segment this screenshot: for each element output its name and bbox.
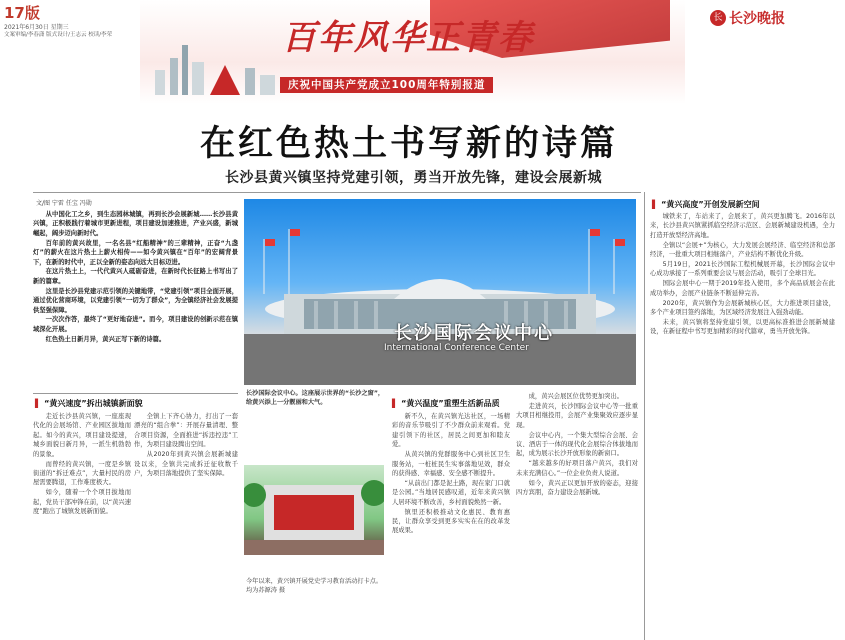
intro-paragraph: 在这片热土上，一代代黄兴人砥砺奋进，在新时代长征路上书写出了新的篇章。: [33, 268, 238, 285]
city-skyline-graphic: [150, 40, 280, 95]
body-paragraph: 新不久，在黄兴镇光达社区，一场精彩的音乐节吸引了不少群众前来观看。党建引领下的社区，居民之间更加和睦友爱。: [392, 413, 510, 449]
lower-photo-caption: 今年以来，黄兴镇开展党史学习教育活动打卡点。均为苏源涛 摄: [246, 578, 383, 594]
right-section-title: [652, 199, 760, 210]
section-marker-icon: ▌: [652, 200, 659, 209]
date-line: 2021年6月30日 星期三: [4, 24, 69, 31]
body-paragraph: 成，黄兴会展区位优势更加突出。: [528, 393, 624, 400]
editors-line: 文案审编/李春潇 版式设计/王志云 校读/李荣: [4, 32, 113, 38]
byline: 文/图 宁雷 任宝 冯勋: [36, 200, 92, 207]
body-paragraph: 走进黄兴，长沙国际会议中心等一批重大项目相继投用，会展产业集聚效应逐步显现。: [516, 402, 638, 429]
body-paragraph: 从黄兴镇的党群服务中心到社区卫生服务站，一桩桩民生实事落地见效，群众的获得感、幸福感、安全感不断提升。: [392, 451, 510, 477]
left-section-title: [35, 398, 143, 409]
divider: [33, 393, 238, 394]
intro-paragraph: 从中国化工之乡，到生态园林城镇，再到长沙会展新城……长沙县黄兴镇，正积极践行着城市更新进程，项目建设加速推进，产业兴盛，新城崛起，阔步迈向新时代。: [33, 211, 238, 237]
body-paragraph: 未来，黄兴镇将坚持党建引领，以更高标准推进会展新城建设，在新征程中书写更加精彩的时代篇章，勇当开放先锋。: [650, 318, 835, 336]
building-sign-english: International Conference Center: [384, 343, 529, 353]
column-divider: [644, 192, 645, 640]
section-marker-icon: ▌: [392, 399, 399, 408]
body-paragraph: 如今，黄兴正以更加开放的姿态，迎接四方宾朋，奋力建设会展新城。: [516, 479, 638, 497]
article-subheadline: 长沙县黄兴镇坚持党建引领，勇当开放先锋，建设会展新城: [225, 170, 602, 186]
body-paragraph: 2020年，黄兴镇作为会展新城核心区，大力推进项目建设，多个产业项目签约落地，为区域经济发展注入强劲动能。: [650, 299, 835, 317]
memorial-illustration: [244, 465, 384, 555]
body-paragraph: 从2020年到黄兴镇会展新城建设以来，全镇共完成拆迁征收数千户，为项目落地提供了坚实保障。: [134, 451, 238, 477]
building-illustration: [244, 199, 636, 385]
mid-section-text-col2: [516, 392, 638, 640]
newspaper-logo: [710, 8, 785, 28]
header-slogan: 百年风华正青春: [282, 18, 534, 58]
left-section-title-text: “黄兴速度”拆出城镇新面貌: [44, 399, 143, 408]
body-paragraph: “从前出门都是泥土路，现在家门口就是公园。”当地居民感叹道，近年来黄兴镇人居环境不断改善，乡村面貌焕然一新。: [392, 479, 510, 506]
body-paragraph: “越来越多的好项目落户黄兴，我们对未来充满信心。”一位企业负责人说道。: [516, 460, 638, 477]
body-paragraph: 全镇以“会展+”为核心，大力发展会展经济、临空经济和总部经济，一批重大项目相继落户，产业结构不断优化升级。: [650, 241, 835, 259]
body-paragraph: 镇里还积极推动文化惠民、教育惠民，让群众享受到更多实实在在的改革发展成果。: [392, 508, 510, 535]
right-section-text: [650, 212, 835, 640]
article-headline: 在红色热土书写新的诗篇: [200, 124, 619, 164]
divider: [33, 192, 641, 193]
left-section-text-col2: [134, 412, 238, 640]
body-paragraph: 会议中心内，一个集大型综合会展、会议、酒店于一体的现代化会展综合体拔地而起，成为展示长沙开放形象的新窗口。: [516, 431, 638, 458]
body-paragraph: 5月19日，2021长沙国际工程机械展开幕，长沙国际会议中心成功承接了一系列重要会议与展会活动，吸引了全球目光。: [650, 261, 835, 278]
body-paragraph: 全镇上下齐心协力，打出了一套漂亮的“组合拳”：开展存量清理、整合项目资源，全面推进“拆违控违”工作，为项目建设腾出空间。: [134, 413, 238, 449]
mid-section-title: [392, 398, 500, 409]
intro-paragraph: 百年前的黄兴故里，一名名县“红船精神”的三辈精神，正奋“九盏灯”的薪火在这片热土上薪火相传——如今黄兴镇在“百年”的宏阔背景下，在新的时代中，正以全新的姿态向远大目标迈进。: [33, 239, 238, 266]
building-sign-chinese: 长沙国际会议中心: [394, 323, 554, 344]
party-history-photo: [244, 465, 384, 555]
page-number: 17版: [4, 4, 40, 22]
intro-paragraph: 一次次作答，最终了“更好地奋进”。而今，项目建设的创新示范在镇域深化开展。: [33, 316, 238, 333]
mid-section-text-col1: [392, 412, 510, 640]
body-paragraph: 如今，随着一个个项目拔地而起，党员干部冲锋在前，以“黄兴速度”跑出了城镇发展新面貌。: [33, 489, 131, 516]
article-intro: [33, 210, 238, 390]
body-paragraph: 而曾经的黄兴镇，一度是乡镇街道的“拆迁难点”，大量村民的房屋需要腾退，工作难度极大。: [33, 460, 131, 487]
header-sub-slogan: 庆祝中国共产党成立100周年特别报道: [280, 77, 493, 93]
main-photo-caption: 长沙国际会议中心。这座展示世界的“长沙之窗”，给黄兴添上一分靓丽和大气。: [246, 390, 385, 406]
body-paragraph: 走近长沙县黄兴镇，一座座现代化的会展场馆、产业园区拔地而起。如今的黄兴，项目建设提速，城乡面貌日新月异，一派生机勃勃的景象。: [33, 413, 131, 458]
intro-paragraph: 这里是长沙县党建示范引领的关键地带，“党建引领”项目全面开展，通过优化营商环境，以党建引领“一切为了群众”，为全镇经济社会发展提供坚强保障。: [33, 287, 238, 314]
logo-text: 长沙晚报: [729, 11, 785, 27]
left-section-text-col1: [33, 412, 131, 640]
body-paragraph: 城铁来了，车站来了，会展来了，黄兴更加腾飞。2016年以来，长沙县黄兴镇紧抓临空经济示范区、会展新城建设机遇，全力打造开放型经济高地。: [650, 213, 835, 239]
newspaper-header: [0, 0, 845, 104]
right-section-title-text: “黄兴高度”开创发展新空间: [661, 200, 760, 209]
mid-section-title-text: “黄兴温度”重塑生活新品质: [401, 399, 500, 408]
body-paragraph: 国际会展中心一期于2019年投入使用，多个高品质展会在此成功举办，会展产业链条不断延伸完善。: [650, 280, 835, 297]
conference-center-photo: [244, 199, 636, 385]
logo-mark-icon: 长: [710, 10, 726, 26]
intro-tail: 红色热土日新月异，黄兴正写下新的诗篇。: [45, 335, 166, 343]
section-marker-icon: ▌: [35, 399, 42, 408]
